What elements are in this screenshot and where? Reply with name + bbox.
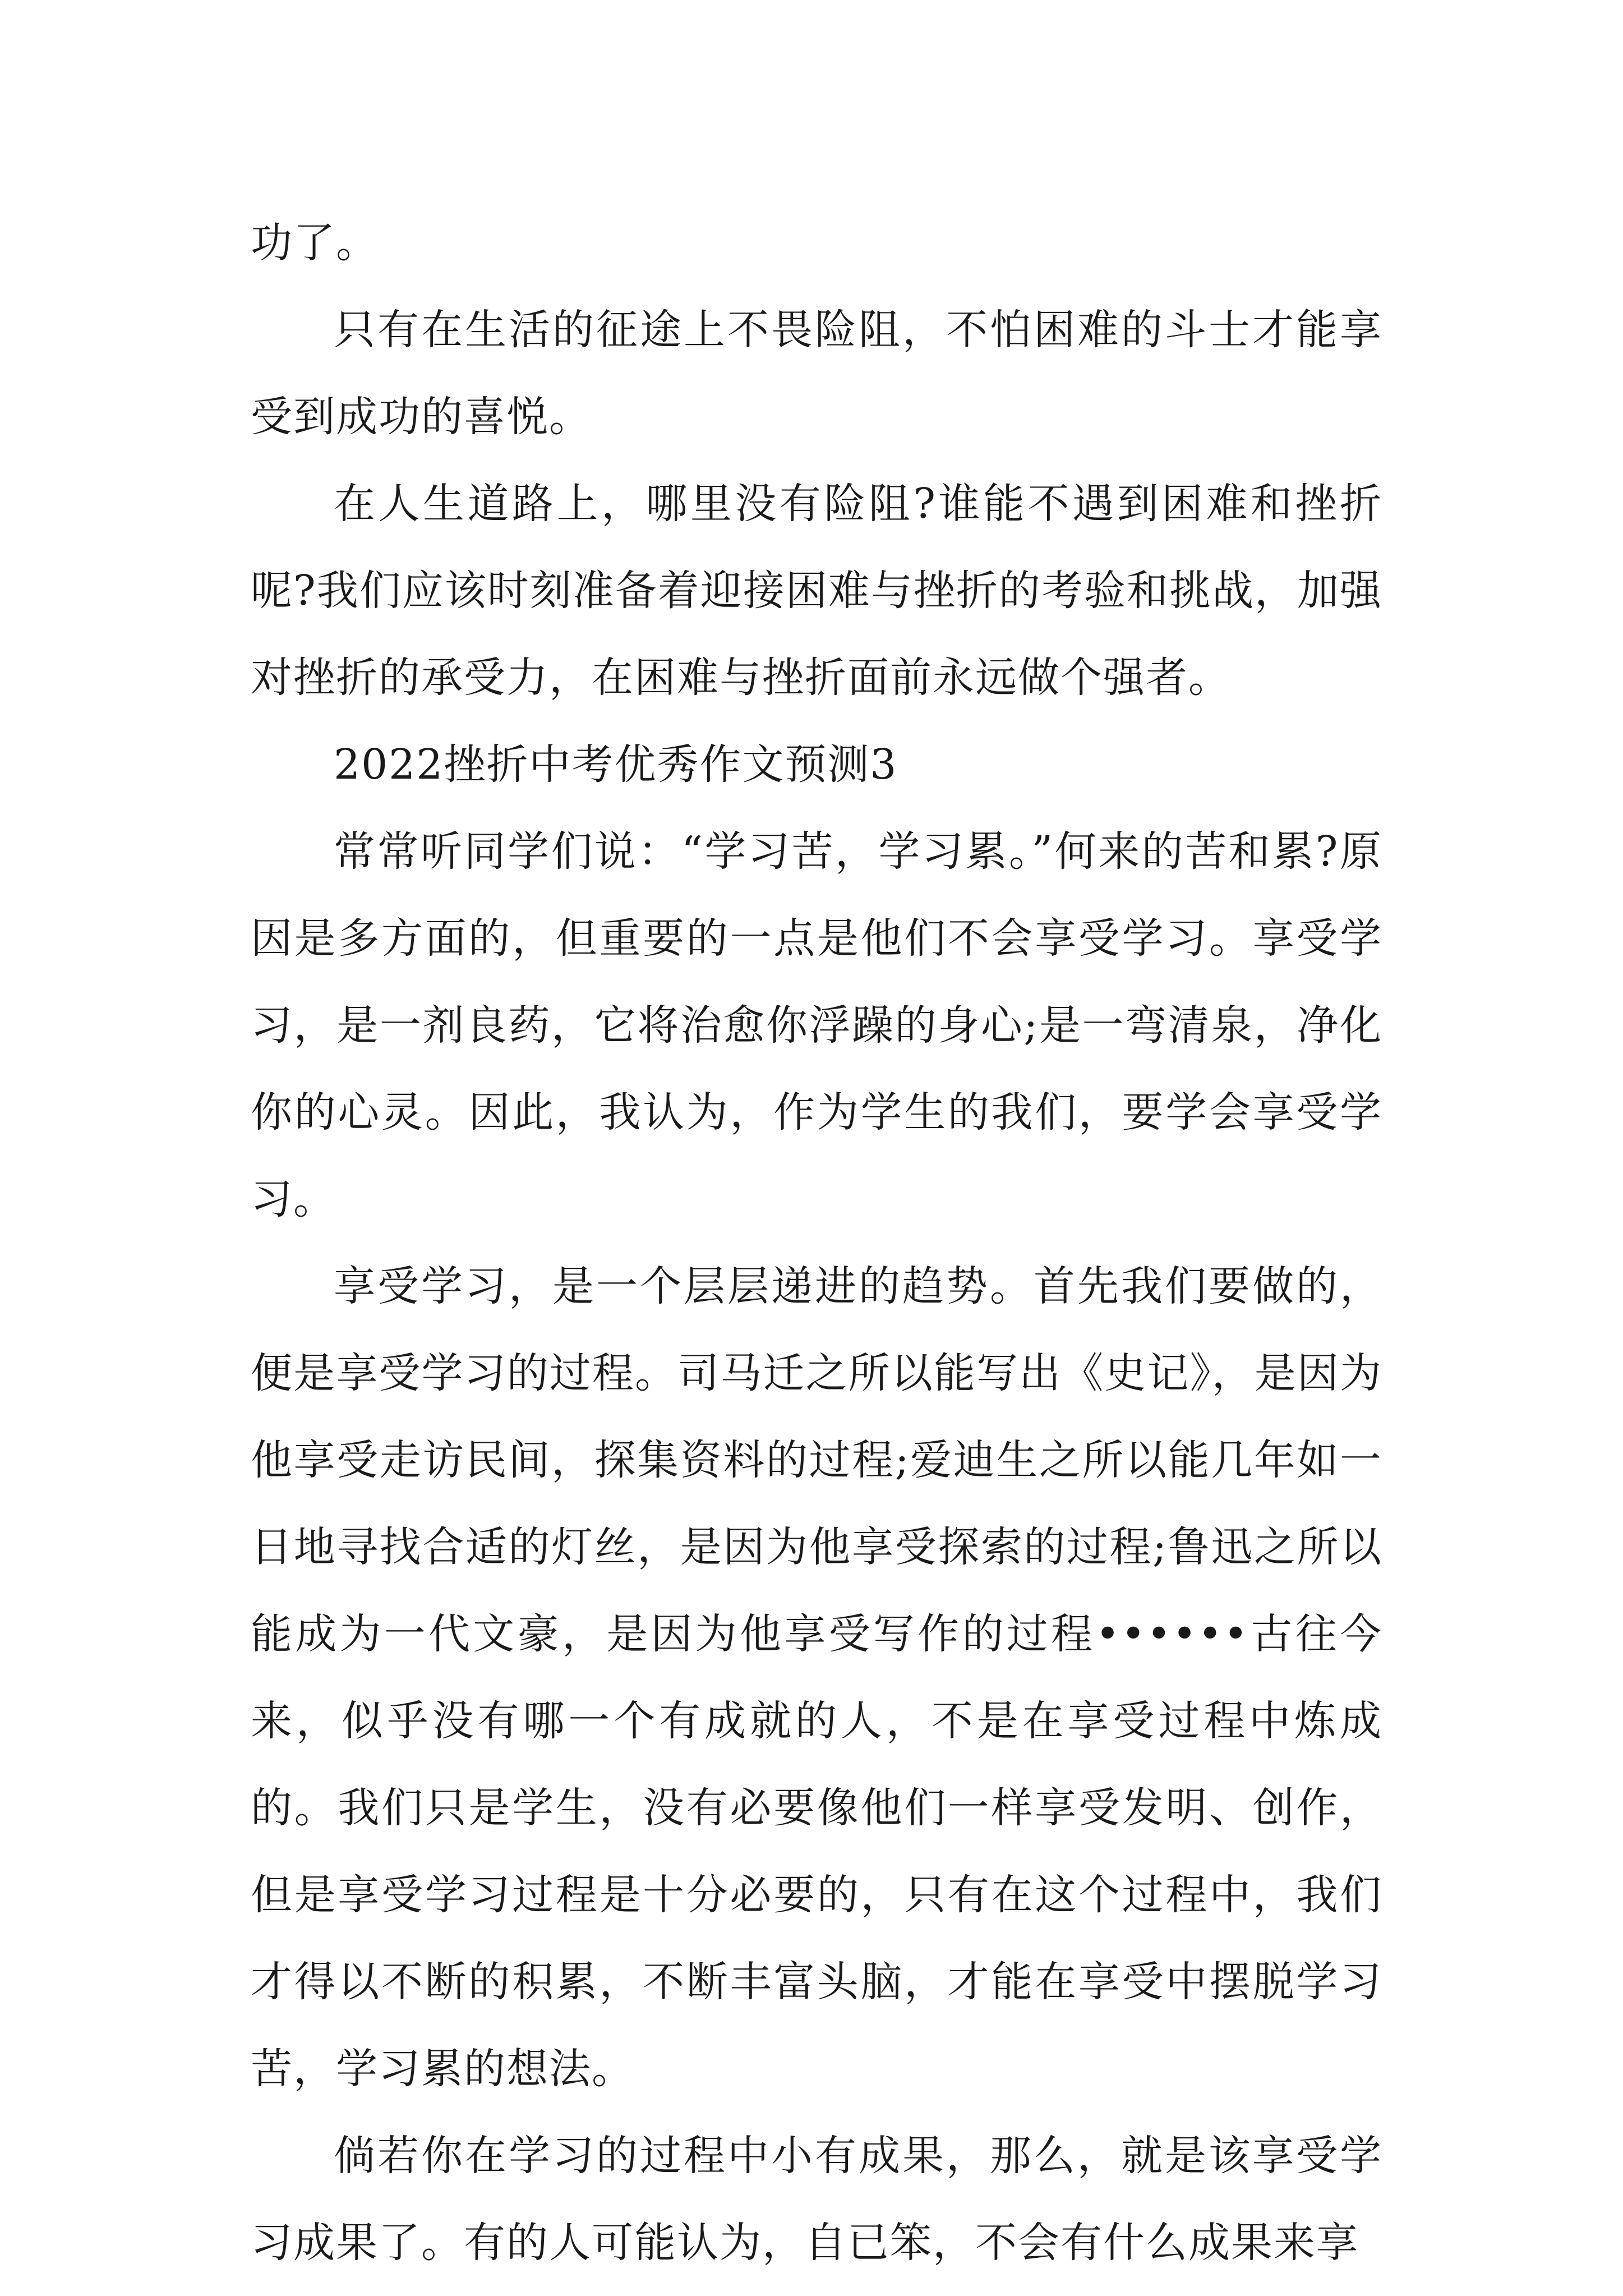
paragraph: 享受学习，是一个层层递进的趋势。首先我们要做的，便是享受学习的过程。司马迁之所以能写出《史记》，是因为他享受走访民间，探集资料的过程;爱迪生之所以能几年如一日地寻找合适的灯丝，是因为他享受探索的过程;鲁迅之所以能成为一代文豪，是因为他享受写作的过程••••••古往今来，似乎没有哪一个有成就的人，不是在享受过程中炼成的。我们只是学生，没有必要像他们一样享受发明、创作，但是享受学习过程是十分必要的，只有在这个过程中，我们才得以不断的积累，不断丰富头脑，才能在享受中摆脱学习苦，学习累的想法。 <box>251 1262 1382 2093</box>
section-heading: 2022挫折中考优秀作文预测3 <box>334 740 898 789</box>
document-body <box>251 200 1382 2286</box>
paragraph: 只有在生活的征途上不畏险阻，不怕困难的斗士才能享受到成功的喜悦。 <box>251 306 1382 441</box>
paragraph-continuation: 功了。 <box>251 219 379 267</box>
paragraph: 常常听同学们说：“学习苦，学习累。”何来的苦和累?原因是多方面的，但重要的一点是他们不会享受学习。享受学习，是一剂良药，它将治愈你浮躁的身心;是一弯清泉，净化你的心灵。因此，我认为，作为学生的我们，要学会享受学习。 <box>251 827 1382 1223</box>
paragraph: 倘若你在学习的过程中小有成果，那么，就是该享受学习成果了。有的人可能认为，自已笨，不会有什么成果来享 <box>251 2132 1382 2267</box>
paragraph: 在人生道路上，哪里没有险阻?谁能不遇到困难和挫折呢?我们应该时刻准备着迎接困难与挫折的考验和挑战，加强对挫折的承受力，在困难与挫折面前永远做个强者。 <box>251 480 1382 702</box>
